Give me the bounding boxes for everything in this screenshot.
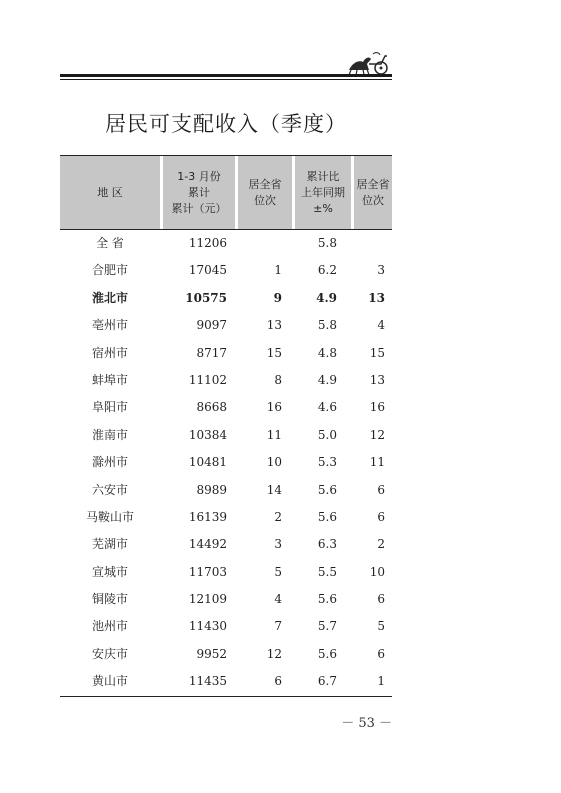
cell-rank-2: 6 — [377, 646, 385, 661]
cell-cumulative: 8989 — [196, 482, 227, 497]
cell-region: 六安市 — [91, 482, 128, 497]
cell-rank-1: 7 — [274, 619, 282, 634]
cell-yoy: 5.0 — [317, 427, 337, 442]
cell-rank-1: 3 — [274, 537, 282, 552]
cell-yoy: 4.9 — [317, 372, 337, 387]
cell-rank-2: 2 — [377, 537, 385, 552]
cell-rank-2: 12 — [369, 427, 385, 442]
cell-rank-2 — [354, 230, 385, 257]
cell-rank-1: 5 — [274, 564, 282, 579]
cell-rank-1 — [238, 230, 282, 257]
table-row — [60, 668, 392, 695]
table-row — [60, 613, 392, 640]
cell-cumulative: 8717 — [196, 345, 227, 360]
cell-yoy: 5.7 — [317, 619, 337, 634]
cell-rank-2: 10 — [369, 564, 385, 579]
header-yoy — [295, 156, 351, 229]
cell-region: 亳州市 — [91, 318, 128, 333]
header-rank-2-line2: 位次 — [362, 193, 384, 207]
header-rank-1-line1: 居全省 — [248, 177, 282, 191]
cell-region: 淮北市 — [91, 290, 128, 305]
table-row — [60, 449, 392, 476]
cell-rank-2: 13 — [369, 372, 385, 387]
cell-yoy: 6.2 — [317, 263, 337, 278]
cell-rank-1: 2 — [274, 509, 282, 524]
cell-cumulative: 11430 — [188, 619, 227, 634]
cell-yoy: 5.3 — [317, 455, 337, 470]
cell-yoy: 6.7 — [317, 674, 337, 689]
cell-yoy: 5.6 — [317, 592, 337, 607]
header-cumulative — [163, 156, 235, 229]
page-title: 居民可支配收入（季度） — [105, 112, 347, 136]
cell-region: 芜湖市 — [91, 537, 128, 552]
cell-rank-1: 6 — [274, 674, 282, 689]
cell-yoy: 5.6 — [317, 482, 337, 497]
cell-cumulative: 11435 — [188, 674, 227, 689]
horse-chariot-emblem-icon — [345, 50, 391, 76]
cell-yoy: 4.8 — [317, 345, 337, 360]
header-rank-1-line2: 位次 — [254, 193, 276, 207]
cell-yoy: 4.6 — [317, 400, 337, 415]
cell-region: 黄山市 — [91, 674, 128, 689]
header-yoy-line2: 上年同期 — [301, 185, 345, 199]
table-row — [60, 340, 392, 367]
cell-rank-1: 9 — [273, 290, 282, 305]
header-rank-1 — [238, 156, 292, 229]
cell-region: 全 省 — [96, 236, 124, 250]
cell-region: 淮南市 — [91, 427, 128, 442]
cell-cumulative: 17045 — [188, 263, 227, 278]
header-yoy-line1: 累计比 — [306, 169, 340, 183]
cell-rank-1: 4 — [274, 592, 282, 607]
cell-rank-2: 6 — [377, 482, 385, 497]
cell-yoy: 6.3 — [317, 537, 337, 552]
cell-cumulative: 16139 — [188, 509, 227, 524]
cell-rank-1: 12 — [266, 646, 282, 661]
table-row — [60, 230, 392, 257]
cell-region: 宿州市 — [91, 345, 128, 360]
table-header — [60, 155, 392, 230]
cell-rank-2: 4 — [377, 318, 385, 333]
cell-region: 阜阳市 — [91, 400, 128, 415]
table-row — [60, 586, 392, 613]
cell-rank-2: 11 — [369, 455, 385, 470]
cell-cumulative: 9097 — [196, 318, 227, 333]
cell-rank-2: 15 — [369, 345, 385, 360]
cell-region: 合肥市 — [91, 263, 128, 278]
cell-rank-1: 14 — [266, 482, 282, 497]
table-row — [60, 641, 392, 668]
cell-rank-1: 11 — [266, 427, 282, 442]
cell-yoy: 5.8 — [317, 318, 337, 333]
cell-region: 马鞍山市 — [85, 509, 134, 524]
cell-cumulative: 11206 — [188, 236, 227, 250]
cell-cumulative: 11703 — [188, 564, 227, 579]
cell-cumulative: 10575 — [185, 290, 227, 305]
cell-yoy: 5.8 — [317, 236, 337, 250]
cell-cumulative: 14492 — [188, 537, 227, 552]
table-row — [60, 394, 392, 421]
table-row — [60, 312, 392, 339]
header-cumulative-line3: 累计（元） — [171, 201, 227, 215]
header-cumulative-line1: 1-3 月份 — [177, 169, 221, 183]
cell-region: 宣城市 — [91, 564, 128, 579]
cell-cumulative: 8668 — [196, 400, 227, 415]
table-row — [60, 257, 392, 284]
table-body — [60, 230, 392, 696]
cell-rank-2: 16 — [369, 400, 385, 415]
cell-rank-1: 10 — [266, 455, 282, 470]
cell-region: 铜陵市 — [91, 592, 128, 607]
cell-cumulative: 11102 — [188, 372, 227, 387]
table-row — [60, 285, 392, 312]
cell-rank-1: 15 — [266, 345, 282, 360]
page-number: － 53 － — [341, 716, 392, 731]
cell-rank-2: 5 — [377, 619, 385, 634]
cell-rank-1: 1 — [274, 263, 282, 278]
cell-region: 安庆市 — [91, 646, 128, 661]
cell-cumulative: 9952 — [196, 646, 227, 661]
cell-cumulative: 10481 — [188, 455, 227, 470]
cell-rank-2: 3 — [377, 263, 385, 278]
cell-yoy: 5.6 — [317, 646, 337, 661]
cell-rank-1: 8 — [274, 372, 282, 387]
header-region — [60, 156, 160, 229]
cell-rank-2: 13 — [368, 290, 385, 305]
cell-yoy: 5.5 — [317, 564, 337, 579]
cell-rank-1: 16 — [266, 400, 282, 415]
header-rule-thin — [60, 79, 392, 80]
table-row — [60, 422, 392, 449]
cell-rank-2: 6 — [377, 509, 385, 524]
header-yoy-line3: ±% — [313, 201, 333, 215]
cell-rank-2: 6 — [377, 592, 385, 607]
cell-cumulative: 10384 — [188, 427, 227, 442]
header-rank-2-line1: 居全省 — [356, 177, 390, 191]
cell-cumulative: 12109 — [188, 592, 227, 607]
cell-rank-1: 13 — [266, 318, 282, 333]
cell-region: 蚌埠市 — [91, 372, 128, 387]
table-row — [60, 367, 392, 394]
table-row — [60, 531, 392, 558]
cell-yoy: 5.6 — [317, 509, 337, 524]
header-rule-thick — [60, 74, 392, 77]
table-bottom-rule — [60, 696, 392, 697]
table-row — [60, 504, 392, 531]
header-cumulative-line2: 累计 — [188, 185, 210, 199]
header-region-label: 地 区 — [97, 185, 123, 199]
cell-yoy: 4.9 — [316, 290, 337, 305]
cell-rank-2: 1 — [377, 674, 385, 689]
cell-region: 池州市 — [91, 619, 128, 634]
table-row — [60, 559, 392, 586]
table-row — [60, 477, 392, 504]
income-table — [60, 155, 392, 697]
cell-region: 滁州市 — [91, 455, 128, 470]
header-rank-2 — [354, 156, 392, 229]
